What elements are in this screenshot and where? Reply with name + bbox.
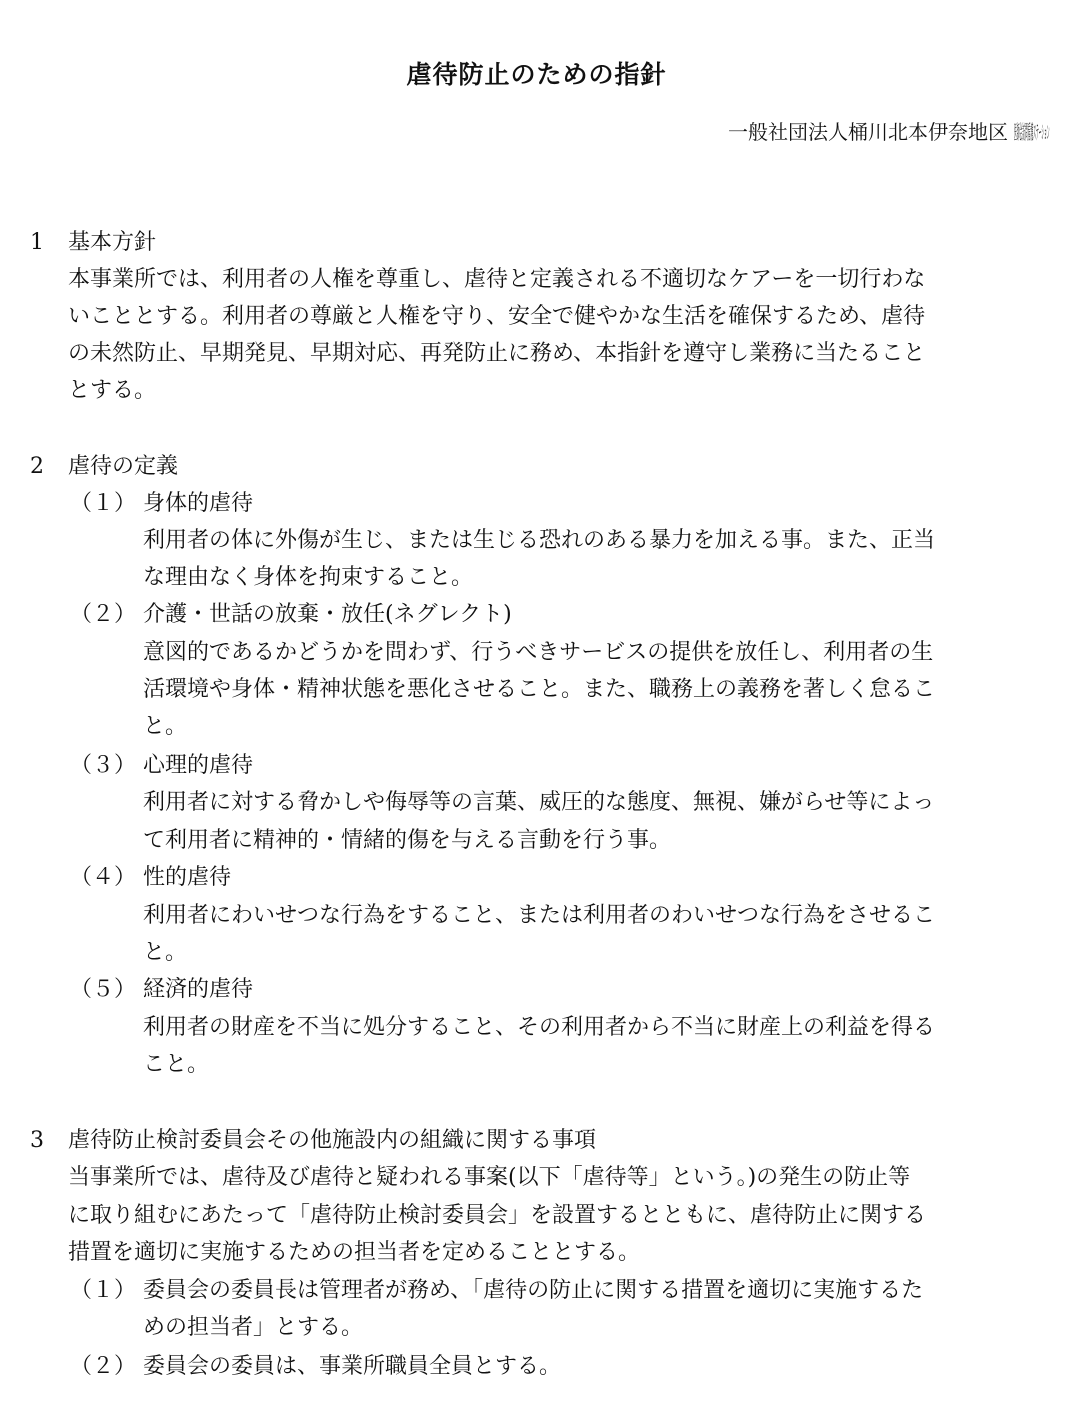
section-1-number: 1 — [30, 230, 44, 255]
item-2-2-body-line: 意図的であるかどうかを問わず、行うべきサービスの提供を放任し、利用者の生 — [143, 640, 934, 665]
organization-line-2: 医師会訪問看護ステーション — [1014, 120, 1050, 144]
item-2-4-body-line: と。 — [143, 940, 188, 965]
item-2-5-body-line: 利用者の財産を不当に処分すること、その利用者から不当に財産上の利益を得る — [143, 1015, 936, 1040]
section-2-heading: 虐待の定義 — [68, 454, 179, 479]
section-3-number: 3 — [30, 1128, 44, 1153]
section-1-body-line: とする。 — [68, 378, 157, 403]
section-3-body-line: 措置を適切に実施するための担当者を定めることとする。 — [68, 1240, 641, 1265]
item-3-1-body-line: めの担当者」とする。 — [143, 1315, 364, 1340]
item-3-2-label: （２） — [70, 1354, 137, 1379]
item-2-4-body-line: 利用者にわいせつな行為をすること、または利用者のわいせつな行為をさせるこ — [143, 903, 936, 928]
item-2-2-body-line: 活環境や身体・精神状態を悪化させること。また、職務上の義務を著しく怠るこ — [143, 677, 936, 702]
item-2-4-label: （４） — [70, 865, 137, 890]
item-2-3-title: 心理的虐待 — [143, 753, 254, 778]
item-3-1-label: （１） — [70, 1278, 137, 1303]
item-2-1-body-line: な理由なく身体を拘束すること。 — [143, 565, 474, 590]
item-2-2-title: 介護・世話の放棄・放任(ネグレクト) — [143, 602, 512, 627]
section-1-body-line: 本事業所では、利用者の人権を尊重し、虐待と定義される不適切なケアーを一切行わな — [68, 267, 926, 292]
section-3-body-line: 当事業所では、虐待及び虐待と疑われる事案(以下「虐待等」という。)の発生の防止等 — [68, 1165, 911, 1190]
item-3-2-body-line: 委員会の委員は、事業所職員全員とする。 — [143, 1354, 562, 1379]
section-3-heading: 虐待防止検討委員会その他施設内の組織に関する事項 — [68, 1128, 597, 1153]
document-title: 虐待防止のための指針 — [406, 60, 667, 89]
item-2-3-label: （３） — [70, 753, 137, 778]
item-2-5-title: 経済的虐待 — [143, 977, 254, 1002]
item-2-1-label: （１） — [70, 491, 137, 516]
organization-line-1: 一般社団法人桶川北本伊奈地区 — [728, 120, 1008, 144]
item-2-1-body-line: 利用者の体に外傷が生じ、または生じる恐れのある暴力を加える事。また、正当 — [143, 528, 936, 553]
section-3-body-line: に取り組むにあたって「虐待防止検討委員会」を設置するとともに、虐待防止に関する — [68, 1203, 927, 1228]
section-1-heading: 基本方針 — [68, 230, 157, 255]
item-2-5-body-line: こと。 — [143, 1052, 210, 1077]
item-2-2-body-line: と。 — [143, 714, 188, 739]
organization-block — [728, 114, 1073, 150]
item-2-3-body-line: て利用者に精神的・情緒的傷を与える言動を行う事。 — [143, 828, 672, 853]
section-2-number: 2 — [30, 454, 44, 479]
item-2-5-label: （５） — [70, 977, 137, 1002]
item-3-1-body-line: 委員会の委員長は管理者が務め、「虐待の防止に関する措置を適切に実施するた — [143, 1278, 924, 1303]
item-2-3-body-line: 利用者に対する脅かしや侮辱等の言葉、威圧的な態度、無視、嫌がらせ等によっ — [143, 790, 935, 815]
item-2-2-label: （２） — [70, 602, 137, 627]
section-1-body-line: の未然防止、早期発見、早期対応、再発防止に務め、本指針を遵守し業務に当たること — [68, 341, 926, 366]
section-1-body-line: いこととする。利用者の尊厳と人権を守り、安全で健やかな生活を確保するため、虐待 — [68, 304, 926, 329]
item-2-1-title: 身体的虐待 — [143, 491, 254, 516]
item-2-4-title: 性的虐待 — [143, 865, 232, 890]
